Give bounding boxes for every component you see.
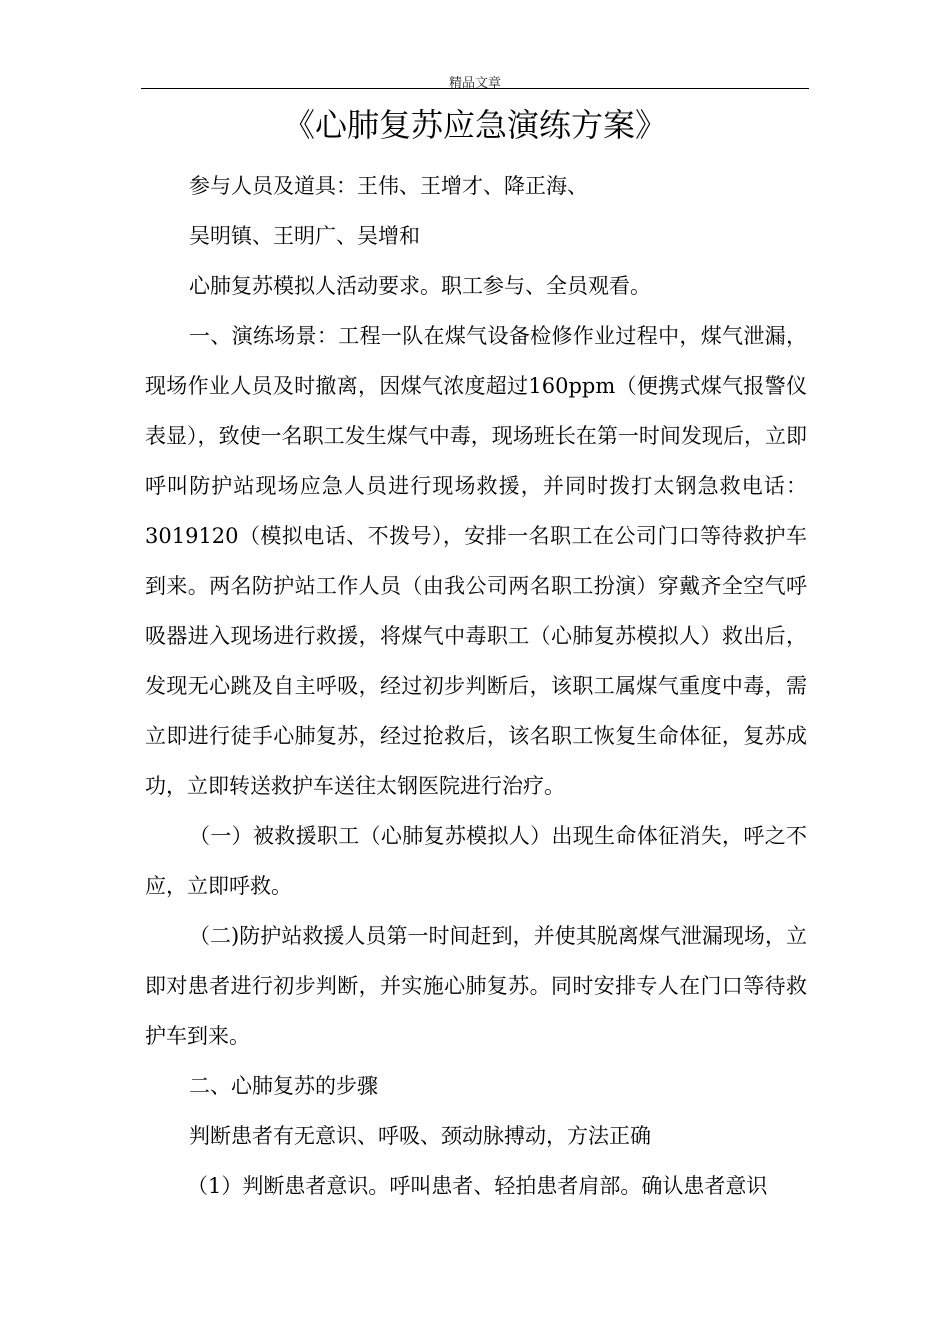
participants-line-1: 参与人员及道具：王伟、王增才、降正海、 xyxy=(189,174,588,198)
header-divider xyxy=(141,88,809,89)
step-two-paragraph: （二)防护站救援人员第一时间赶到，并使其脱离煤气泄漏现场，立即对患者进行初步判断，并实施心肺复苏。同时安排专人在门口等待救护车到来。 xyxy=(145,924,807,1048)
page-header-label: 精品文章 xyxy=(448,76,501,91)
judgement-step-one: （1）判断患者意识。呼叫患者、轻拍患者肩部。确认患者意识 xyxy=(187,1174,768,1198)
participants-line-2: 吴明镇、王明广、吴增和 xyxy=(189,224,420,248)
document-title: 《心肺复苏应急演练方案》 xyxy=(282,106,667,144)
section-two-heading: 二、心肺复苏的步骤 xyxy=(189,1074,378,1098)
judgement-line: 判断患者有无意识、呼吸、颈动脉搏动，方法正确 xyxy=(189,1124,651,1148)
step-one-paragraph: （一）被救援职工（心肺复苏模拟人）出现生命体征消失，呼之不应，立即呼救。 xyxy=(145,824,807,898)
activity-requirement: 心肺复苏模拟人活动要求。职工参与、全员观看。 xyxy=(189,274,651,298)
document-body xyxy=(145,161,807,1211)
drill-scene-paragraph: 一、演练场景：工程一队在煤气设备检修作业过程中，煤气泄漏，现场作业人员及时撤离，因煤气浓度超过160ppm（便携式煤气报警仪表显），致使一名职工发生煤气中毒，现场班长在第一时间发现后，立即呼叫防护站现场应急人员进行现场救援，并同时拨打太钢急救电话：3019120（模拟电话、不拨号），安排一名职工在公司门口等待救护车到来。两名防护站工作人员（由我公司两名职工扮演）穿戴齐全空气呼吸器进入现场进行救援，将煤气中毒职工（心肺复苏模拟人）救出后，发现无心跳及自主呼吸，经过初步判断后，该职工属煤气重度中毒，需立即进行徒手心肺复苏，经过抢救后，该名职工恢复生命体征，复苏成功，立即转送救护车送往太钢医院进行治疗。 xyxy=(145,324,807,798)
